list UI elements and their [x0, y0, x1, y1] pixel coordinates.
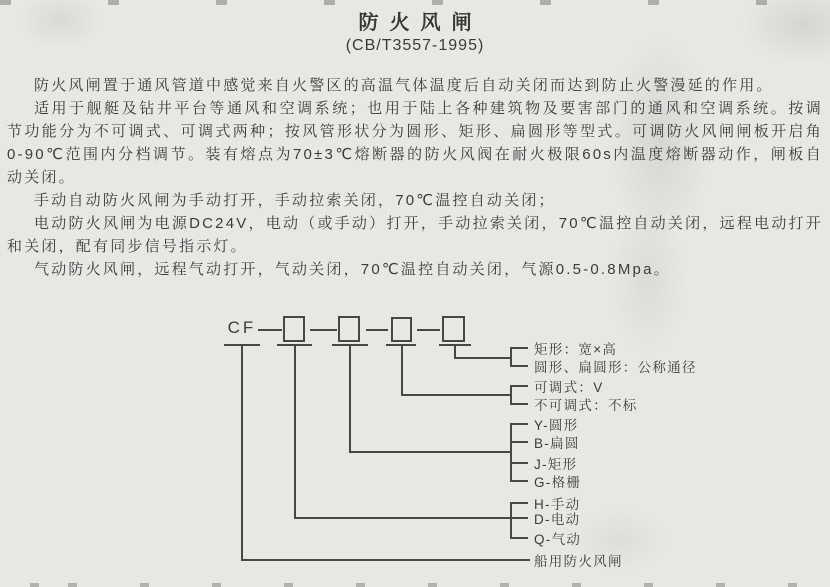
model-code-box	[283, 316, 305, 342]
scan-edge-marks-top	[0, 0, 830, 5]
model-code-box	[391, 317, 412, 342]
paragraph-manual: 手动自动防火风闸为手动打开，手动拉索关闭，70℃温控自动关闭；	[34, 192, 556, 209]
label-non-adjustable: 不可调式：不标	[534, 398, 638, 413]
diagram-dash	[366, 329, 388, 331]
paragraph-intro: 防火风闸置于通风管道中感觉来自火警区的高温气体温度后自动关闭而达到防止火警漫延的作用。	[34, 77, 774, 94]
paragraph-pneumatic: 气动防火风闸，远程气动打开，气动关闭，70℃温控自动关闭，气源0.5-0.8Mpa。	[34, 261, 671, 278]
label-adjustable: 可调式：V	[534, 380, 604, 395]
body-text	[7, 74, 823, 281]
label-shape-round: Y-圆形	[534, 418, 579, 433]
connector-line	[401, 394, 512, 396]
connector-line	[454, 357, 512, 359]
diagram-dash	[417, 329, 440, 331]
bracket-tick	[510, 347, 528, 349]
bracket-tick	[510, 480, 528, 482]
connector-line	[349, 451, 512, 453]
bracket-tick	[510, 441, 528, 443]
bracket-line	[510, 347, 512, 367]
diagram-dash	[258, 329, 282, 331]
bracket-tick	[510, 502, 528, 504]
label-shape-rect: J-矩形	[534, 457, 578, 472]
label-marine-fire-damper: 船用防火风闸	[534, 554, 623, 569]
label-round-size: 圆形、扁圆形：公称通径	[534, 360, 697, 375]
bracket-line	[510, 385, 512, 405]
paragraph-electric: 电动防火风闸为电源DC24V，电动（或手动）打开，手动拉索关闭，70℃温控自动关闭，远程电动打开和关闭，配有同步信号指示灯。	[7, 215, 823, 255]
connector-line	[401, 345, 403, 396]
label-drive-pneumatic: Q-气动	[534, 532, 582, 547]
bracket-tick	[510, 423, 528, 425]
connector-line	[241, 345, 243, 561]
connector-line	[294, 345, 296, 519]
paragraph-application: 适用于舰艇及钻井平台等通风和空调系统；也用于陆上各种建筑物及要害部门的通风和空调系统。按调节功能分为不可调式、可调式两种；按风管形状分为圆形、矩形、扁圆形等型式。可调防火风闸闸板开启角0-90℃范围内分档调节。装有熔点为70±3℃熔断器的防火风阀在耐火极限60s内温度熔断器动作，闸板自动关闭。	[7, 100, 823, 186]
model-prefix: CF	[227, 318, 257, 337]
connector-line	[294, 517, 528, 519]
label-rect-size: 矩形：宽×高	[534, 342, 618, 357]
label-shape-oblate: B-扁圆	[534, 436, 580, 451]
bracket-tick	[510, 537, 528, 539]
diagram-dash	[310, 329, 337, 331]
bracket-line	[510, 502, 512, 539]
model-code-box	[338, 316, 360, 342]
connector-line	[241, 559, 530, 561]
label-shape-grille: G-格栅	[534, 475, 582, 490]
label-drive-manual: H-手动	[534, 497, 581, 512]
label-drive-electric: D-电动	[534, 512, 581, 527]
bracket-tick	[510, 462, 528, 464]
bracket-tick	[510, 365, 528, 367]
page-title: 防火风闸	[358, 12, 483, 34]
bracket-tick	[510, 403, 528, 405]
model-code-box	[442, 316, 465, 342]
scan-edge-marks-bottom	[0, 583, 830, 587]
bracket-line	[510, 423, 512, 482]
bracket-tick	[510, 385, 528, 387]
standard-number: (CB/T3557-1995)	[345, 37, 485, 54]
connector-line	[349, 345, 351, 453]
